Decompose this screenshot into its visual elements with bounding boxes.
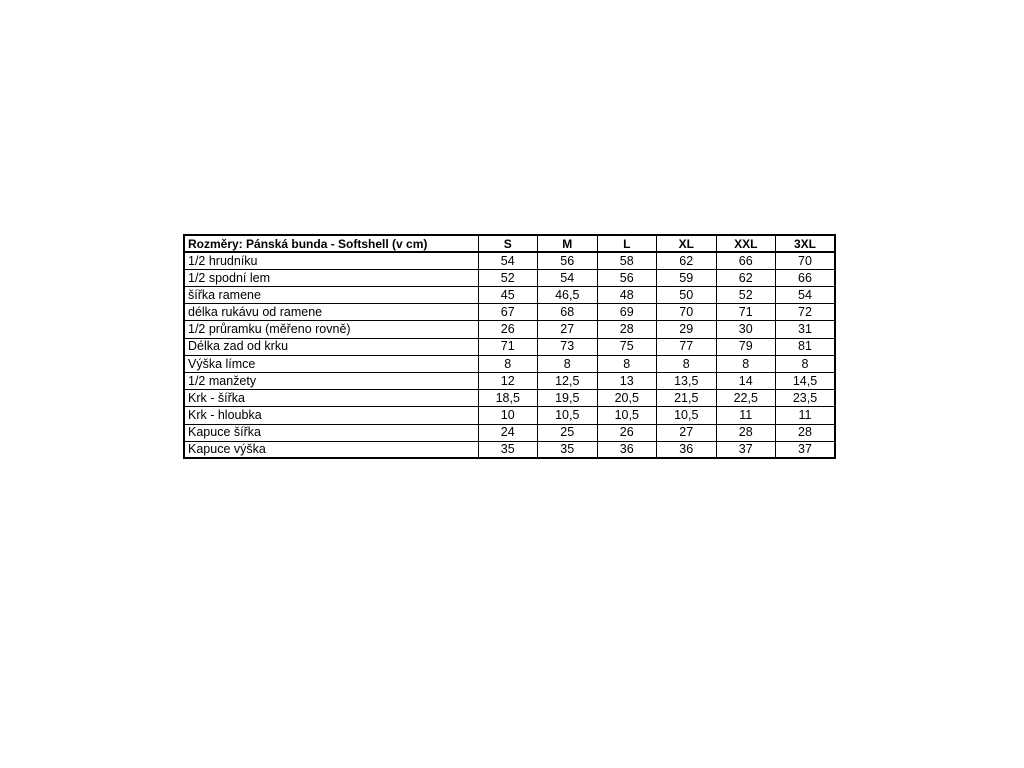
measurement-cell: 52 <box>478 269 538 286</box>
table-row <box>184 269 835 286</box>
table-body <box>184 252 835 458</box>
measurement-cell: 68 <box>538 304 598 321</box>
measurement-cell: 8 <box>478 355 538 372</box>
measurement-cell: 11 <box>716 407 776 424</box>
table-header <box>184 235 835 252</box>
row-label: šířka ramene <box>184 287 478 304</box>
measurement-cell: 37 <box>776 441 836 458</box>
table-row <box>184 338 835 355</box>
measurement-cell: 77 <box>657 338 717 355</box>
measurement-cell: 54 <box>478 252 538 269</box>
measurement-cell: 69 <box>597 304 657 321</box>
measurement-cell: 21,5 <box>657 390 717 407</box>
measurement-cell: 73 <box>538 338 598 355</box>
measurement-cell: 27 <box>538 321 598 338</box>
measurement-cell: 27 <box>657 424 717 441</box>
measurement-cell: 37 <box>716 441 776 458</box>
table-row <box>184 441 835 458</box>
table-row <box>184 355 835 372</box>
size-header-3xl: 3XL <box>776 235 836 252</box>
measurement-cell: 54 <box>776 287 836 304</box>
measurement-cell: 30 <box>716 321 776 338</box>
measurement-cell: 62 <box>657 252 717 269</box>
size-header-xl: XL <box>657 235 717 252</box>
table-row <box>184 287 835 304</box>
measurement-cell: 8 <box>776 355 836 372</box>
measurement-cell: 28 <box>776 424 836 441</box>
measurement-cell: 26 <box>597 424 657 441</box>
measurement-cell: 11 <box>776 407 836 424</box>
row-label: 1/2 průramku (měřeno rovně) <box>184 321 478 338</box>
measurement-cell: 66 <box>716 252 776 269</box>
measurement-cell: 13 <box>597 373 657 390</box>
row-label: Kapuce výška <box>184 441 478 458</box>
measurement-cell: 70 <box>657 304 717 321</box>
measurement-cell: 20,5 <box>597 390 657 407</box>
measurement-cell: 14,5 <box>776 373 836 390</box>
measurement-cell: 29 <box>657 321 717 338</box>
measurement-cell: 28 <box>597 321 657 338</box>
measurement-cell: 59 <box>657 269 717 286</box>
measurement-cell: 67 <box>478 304 538 321</box>
measurement-cell: 48 <box>597 287 657 304</box>
measurement-cell: 8 <box>597 355 657 372</box>
measurement-cell: 50 <box>657 287 717 304</box>
measurement-cell: 56 <box>538 252 598 269</box>
row-label: Kapuce šířka <box>184 424 478 441</box>
measurement-cell: 12,5 <box>538 373 598 390</box>
measurement-cell: 10,5 <box>538 407 598 424</box>
measurement-cell: 70 <box>776 252 836 269</box>
measurement-cell: 18,5 <box>478 390 538 407</box>
measurement-cell: 52 <box>716 287 776 304</box>
size-chart-table <box>183 234 836 459</box>
measurement-cell: 58 <box>597 252 657 269</box>
measurement-cell: 79 <box>716 338 776 355</box>
measurement-cell: 26 <box>478 321 538 338</box>
measurement-cell: 13,5 <box>657 373 717 390</box>
measurement-cell: 36 <box>597 441 657 458</box>
row-label: Krk - šířka <box>184 390 478 407</box>
measurement-cell: 72 <box>776 304 836 321</box>
measurement-cell: 71 <box>478 338 538 355</box>
measurement-cell: 31 <box>776 321 836 338</box>
measurement-cell: 56 <box>597 269 657 286</box>
measurement-cell: 66 <box>776 269 836 286</box>
table-row <box>184 373 835 390</box>
table-row <box>184 424 835 441</box>
measurement-cell: 10,5 <box>657 407 717 424</box>
measurement-cell: 54 <box>538 269 598 286</box>
row-label: Krk - hloubka <box>184 407 478 424</box>
measurement-cell: 12 <box>478 373 538 390</box>
row-label: Výška límce <box>184 355 478 372</box>
measurement-cell: 25 <box>538 424 598 441</box>
header-row <box>184 235 835 252</box>
measurement-cell: 8 <box>538 355 598 372</box>
row-label: 1/2 manžety <box>184 373 478 390</box>
table-title: Rozměry: Pánská bunda - Softshell (v cm) <box>184 235 478 252</box>
measurement-cell: 45 <box>478 287 538 304</box>
measurement-cell: 8 <box>657 355 717 372</box>
measurement-cell: 10,5 <box>597 407 657 424</box>
table-row <box>184 390 835 407</box>
row-label: Délka zad od krku <box>184 338 478 355</box>
size-header-m: M <box>538 235 598 252</box>
row-label: délka rukávu od ramene <box>184 304 478 321</box>
row-label: 1/2 hrudníku <box>184 252 478 269</box>
table-row <box>184 304 835 321</box>
measurement-cell: 23,5 <box>776 390 836 407</box>
measurement-cell: 75 <box>597 338 657 355</box>
measurement-cell: 24 <box>478 424 538 441</box>
measurement-cell: 62 <box>716 269 776 286</box>
measurement-cell: 14 <box>716 373 776 390</box>
measurement-cell: 8 <box>716 355 776 372</box>
measurement-cell: 10 <box>478 407 538 424</box>
measurement-cell: 81 <box>776 338 836 355</box>
measurement-cell: 35 <box>538 441 598 458</box>
measurement-cell: 36 <box>657 441 717 458</box>
table-row <box>184 321 835 338</box>
size-header-xxl: XXL <box>716 235 776 252</box>
measurement-cell: 71 <box>716 304 776 321</box>
measurement-cell: 46,5 <box>538 287 598 304</box>
measurement-cell: 28 <box>716 424 776 441</box>
measurement-cell: 22,5 <box>716 390 776 407</box>
row-label: 1/2 spodní lem <box>184 269 478 286</box>
table-row <box>184 252 835 269</box>
size-header-s: S <box>478 235 538 252</box>
table-row <box>184 407 835 424</box>
size-header-l: L <box>597 235 657 252</box>
measurement-cell: 19,5 <box>538 390 598 407</box>
measurement-cell: 35 <box>478 441 538 458</box>
